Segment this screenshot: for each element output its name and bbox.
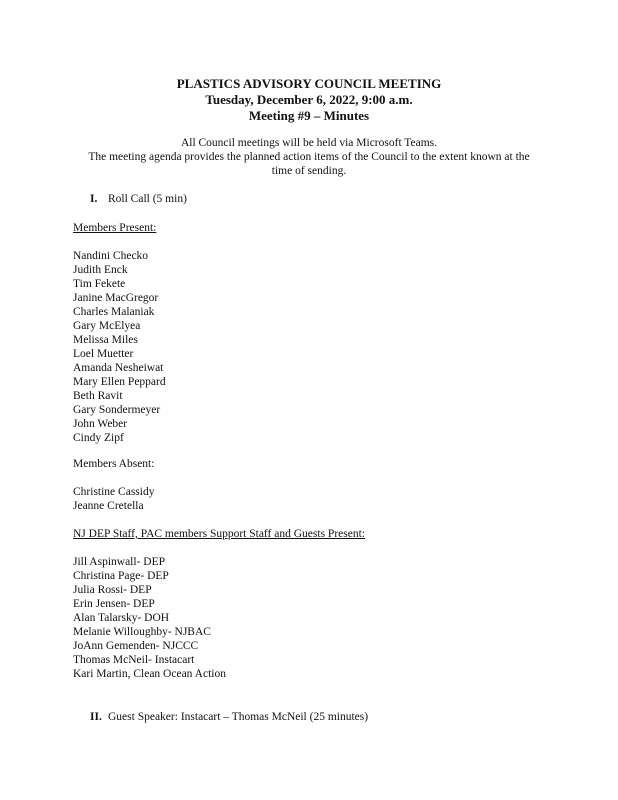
- list-item: Julia Rossi- DEP: [73, 584, 152, 596]
- list-item: Janine MacGregor: [73, 292, 159, 304]
- staff-heading: NJ DEP Staff, PAC members Support Staff and Guests Present:: [73, 528, 365, 540]
- list-item: Kari Martin, Clean Ocean Action: [73, 668, 226, 680]
- list-item: John Weber: [73, 418, 128, 430]
- list-item: Gary McElyea: [73, 320, 141, 332]
- list-item: Thomas McNeil- Instacart: [73, 654, 195, 666]
- list-item: Jeanne Cretella: [73, 500, 144, 512]
- section-guest-speaker: [90, 710, 368, 724]
- members-absent-heading: Members Absent:: [73, 458, 155, 470]
- list-item: Erin Jensen- DEP: [73, 598, 155, 610]
- section-number: I.: [90, 193, 98, 205]
- section-title: Guest Speaker: Instacart – Thomas McNeil (25 minutes): [108, 711, 369, 723]
- list-item: Loel Muetter: [73, 348, 134, 360]
- list-item: JoAnn Gemenden- NJCCC: [73, 640, 199, 652]
- intro-line-3: time of sending.: [271, 165, 347, 177]
- intro-line-2: The meeting agenda provides the planned action items of the Council to the extent known at the: [88, 151, 530, 163]
- list-item: Melissa Miles: [73, 334, 138, 346]
- list-item: Melanie Willoughby- NJBAC: [73, 626, 211, 638]
- title-line-3: Meeting #9 – Minutes: [248, 108, 370, 123]
- list-item: Charles Malaniak: [73, 306, 155, 318]
- list-item: Beth Ravit: [73, 390, 123, 402]
- section-title: Roll Call (5 min): [108, 193, 187, 205]
- list-item: Jill Aspinwall- DEP: [73, 556, 166, 568]
- list-item: Amanda Nesheiwat: [73, 362, 164, 374]
- section-number: II.: [90, 711, 102, 723]
- list-item: Mary Ellen Peppard: [73, 376, 166, 388]
- list-item: Cindy Zipf: [73, 432, 124, 444]
- list-item: Gary Sondermeyer: [73, 404, 161, 416]
- section-roll-call: [90, 192, 187, 206]
- list-item: Alan Talarsky- DOH: [73, 612, 170, 624]
- list-item: Judith Enck: [73, 264, 128, 276]
- list-item: Christina Page- DEP: [73, 570, 169, 582]
- list-item: Nandini Checko: [73, 250, 149, 262]
- title-line-2: Tuesday, December 6, 2022, 9:00 a.m.: [205, 92, 413, 107]
- title-line-1: PLASTICS ADVISORY COUNCIL MEETING: [176, 76, 442, 91]
- members-present-heading: Members Present:: [73, 222, 157, 234]
- intro-line-1: All Council meetings will be held via Microsoft Teams.: [180, 137, 438, 149]
- list-item: Christine Cassidy: [73, 486, 155, 498]
- list-item: Tim Fekete: [73, 278, 126, 290]
